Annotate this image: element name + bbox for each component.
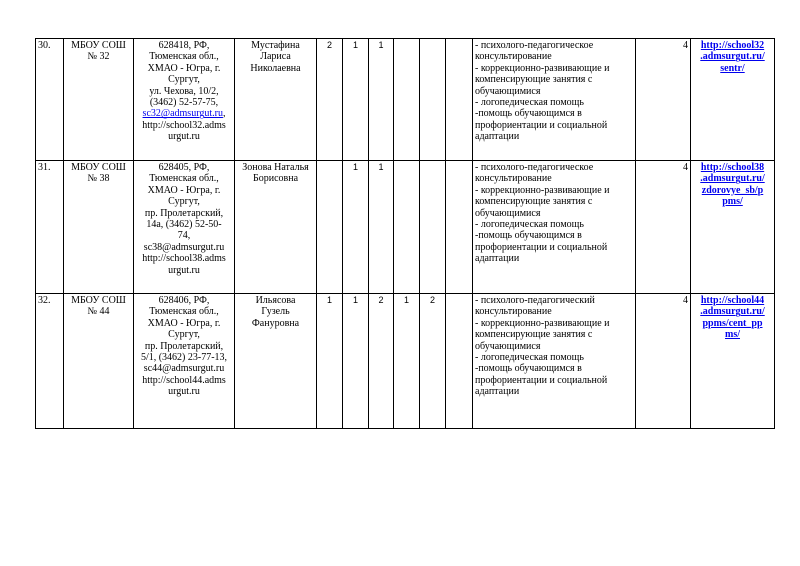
count-cell: 1 bbox=[369, 161, 394, 294]
head-name: Ильясова Гузель Фануровна bbox=[235, 294, 317, 429]
services-list: - психолого-педагогическое консультирование - коррекционно-развивающие и компенсирующие занятия с обучающимися - логопедическая помощь -помощь обучающимся в профориентации и социальной адаптации bbox=[473, 161, 636, 294]
count-cell: 1 bbox=[369, 39, 394, 161]
row-number: 30. bbox=[36, 39, 64, 161]
count-cell: 1 bbox=[394, 294, 420, 429]
count-cell bbox=[446, 294, 473, 429]
row-number: 32. bbox=[36, 294, 64, 429]
count-cell bbox=[420, 39, 446, 161]
score-cell: 4 bbox=[636, 161, 691, 294]
services-list: - психолого-педагогическое консультирование - коррекционно-развивающие и компенсирующие занятия с обучающимися - логопедическая помощь -помощь обучающимся в профориентации и социальной адаптации bbox=[473, 39, 636, 161]
schools-table bbox=[35, 38, 775, 429]
school-link[interactable]: http://school44 .admsurgut.ru/ ppms/cent_pp ms/ bbox=[700, 295, 765, 341]
count-cell: 2 bbox=[317, 39, 343, 161]
school-name: МБОУ СОШ № 32 bbox=[64, 39, 134, 161]
school-address: 628405, РФ, Тюменская обл., ХМАО - Югра, г. Сургут, пр. Пролетарский, 14а, (3462) 52-50- 74, sc38@admsurgut.ru http://school38.adms urgut.ru bbox=[134, 161, 235, 294]
count-cell bbox=[446, 39, 473, 161]
score-cell: 4 bbox=[636, 294, 691, 429]
link-cell bbox=[691, 39, 775, 161]
count-cell: 2 bbox=[369, 294, 394, 429]
school-address: 628406, РФ, Тюменская обл., ХМАО - Югра, г. Сургут, пр. Пролетарский, 5/1, (3462) 23-77-13, sc44@admsurgut.ru http://school44.adms urgut.ru bbox=[134, 294, 235, 429]
school-name: МБОУ СОШ № 38 bbox=[64, 161, 134, 294]
count-cell: 1 bbox=[317, 294, 343, 429]
count-cell: 1 bbox=[343, 294, 369, 429]
score-cell: 4 bbox=[636, 39, 691, 161]
school-name: МБОУ СОШ № 44 bbox=[64, 294, 134, 429]
count-cell bbox=[446, 161, 473, 294]
count-cell bbox=[394, 39, 420, 161]
link-cell bbox=[691, 161, 775, 294]
school-address: 628418, РФ, Тюменская обл., ХМАО - Югра, г. Сургут, ул. Чехова, 10/2, (3462) 52-57-75, sc32@admsurgut.ru, http://school32.adms urgut.ru bbox=[134, 39, 235, 161]
services-list: - психолого-педагогический консультирование - коррекционно-развивающие и компенсирующие занятия с обучающимися - логопедическая помощь -помощь обучающимся в профориентации и социальной адаптации bbox=[473, 294, 636, 429]
count-cell: 1 bbox=[343, 39, 369, 161]
head-name: Мустафина Лариса Николаевна bbox=[235, 39, 317, 161]
head-name: Зонова Наталья Борисовна bbox=[235, 161, 317, 294]
row-number: 31. bbox=[36, 161, 64, 294]
email-link[interactable]: sc32@admsurgut.ru bbox=[142, 108, 223, 120]
table-row bbox=[36, 161, 775, 294]
table-row bbox=[36, 294, 775, 429]
school-link[interactable]: http://school32 .admsurgut.ru/ sentr/ bbox=[700, 40, 765, 74]
link-cell bbox=[691, 294, 775, 429]
count-cell: 1 bbox=[343, 161, 369, 294]
count-cell bbox=[317, 161, 343, 294]
count-cell bbox=[420, 161, 446, 294]
table-row bbox=[36, 39, 775, 161]
school-link[interactable]: http://school38 .admsurgut.ru/ zdorovye_sb/p pms/ bbox=[700, 162, 765, 208]
count-cell: 2 bbox=[420, 294, 446, 429]
count-cell bbox=[394, 161, 420, 294]
